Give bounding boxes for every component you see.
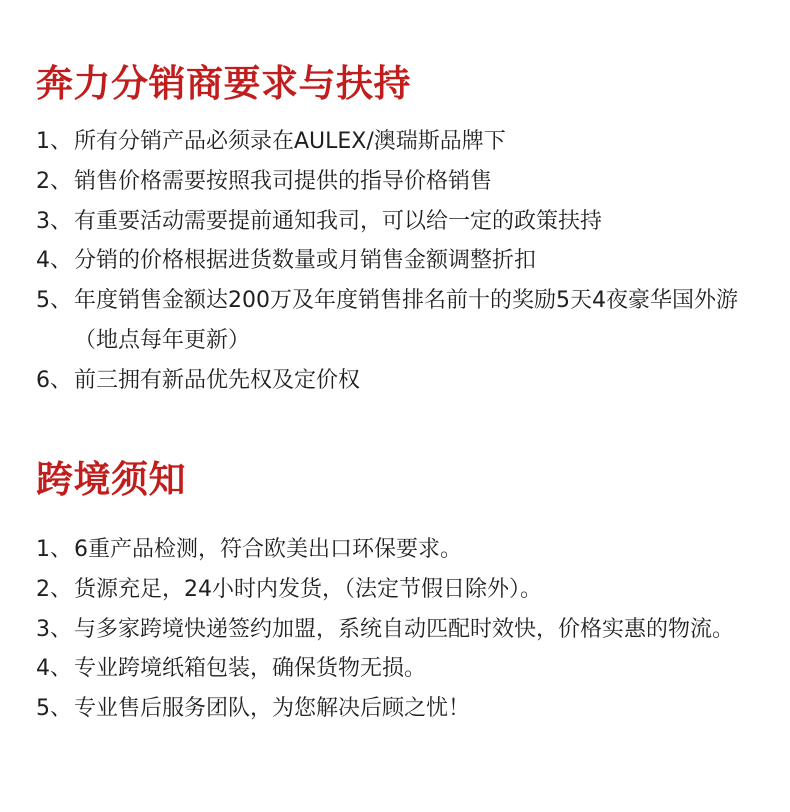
list-item <box>36 241 766 281</box>
item-number: 3、 <box>36 208 72 234</box>
item-number: 2、 <box>36 168 72 194</box>
list-item <box>36 530 766 570</box>
item-text: 专业跨境纸箱包装，确保货物无损。 <box>74 656 427 682</box>
item-text: 前三拥有新品优先权及定价权 <box>74 367 361 393</box>
item-number: 4、 <box>36 656 72 682</box>
notice-list <box>36 530 766 729</box>
item-number: 3、 <box>36 616 72 642</box>
list-item <box>36 162 766 202</box>
item-text: 与多家跨境快递签约加盟，系统自动匹配时效快，价格实惠的物流。 <box>74 616 735 642</box>
item-number: 1、 <box>36 129 72 154</box>
list-item <box>36 570 766 610</box>
item-text: 年度销售金额达200万及年度销售排名前十的奖励5天4夜豪华国外游（地点每年更新） <box>74 288 738 353</box>
cross-border-notice-section <box>36 452 766 729</box>
requirements-list <box>36 122 766 401</box>
item-number: 5、 <box>36 288 72 314</box>
list-item <box>36 202 766 242</box>
item-number: 4、 <box>36 248 72 274</box>
section-heading: 奔力分销商要求与扶持 <box>36 62 411 105</box>
item-text: 所有分销产品必须录在AULEX/澳瑞斯品牌下 <box>74 129 506 154</box>
item-text: 专业售后服务团队，为您解决后顾之忧！ <box>74 696 471 722</box>
distributor-requirements-section <box>36 56 766 401</box>
item-number: 5、 <box>36 696 72 722</box>
item-text: 销售价格需要按照我司提供的指导价格销售 <box>74 168 493 194</box>
item-text: 货源充足，24小时内发货，（法定节假日除外）。 <box>74 576 542 602</box>
item-number: 6、 <box>36 367 72 393</box>
item-text: 6重产品检测，符合欧美出口环保要求。 <box>74 537 462 562</box>
section-heading: 跨境须知 <box>36 458 186 501</box>
list-item <box>36 689 766 729</box>
list-item <box>36 649 766 689</box>
list-item <box>36 361 766 401</box>
item-text: 分销的价格根据进货数量或月销售金额调整折扣 <box>74 248 537 274</box>
item-number: 2、 <box>36 576 72 602</box>
item-text: 有重要活动需要提前通知我司，可以给一定的政策扶持 <box>74 208 603 234</box>
list-item <box>36 610 766 650</box>
list-item <box>36 281 766 361</box>
item-number: 1、 <box>36 537 72 562</box>
list-item <box>36 122 766 162</box>
